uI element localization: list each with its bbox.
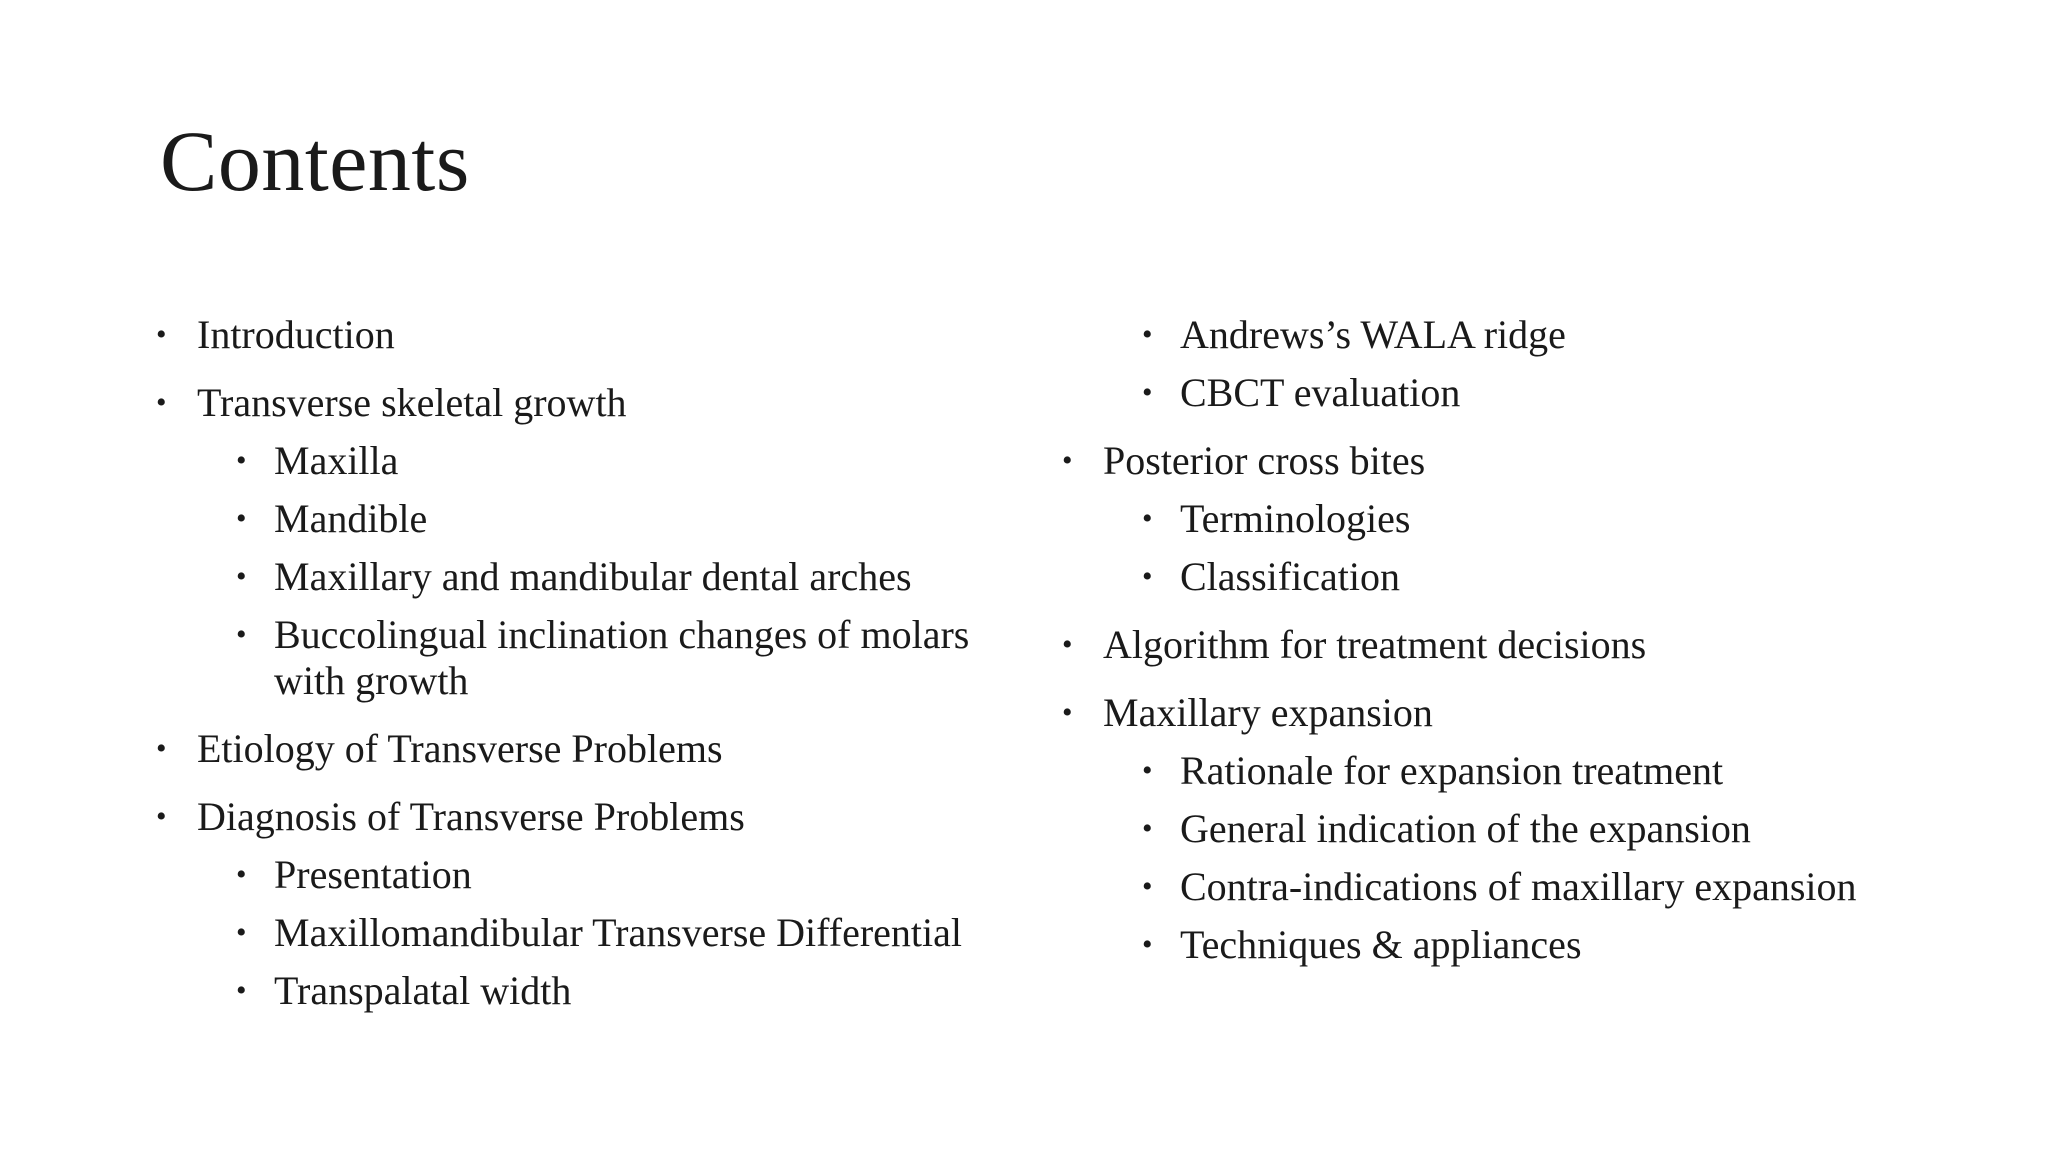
contents-list-left — [156, 312, 1056, 1014]
sub-item-dental-arches: • Maxillary and mandibular dental arches — [156, 554, 1056, 600]
sub-item-contra-indications: • Contra-indications of maxillary expansion — [1062, 864, 1860, 910]
sub-item-cbct-evaluation: • CBCT evaluation — [1062, 370, 1962, 416]
sub-item-maxillomandibular-differential: • Maxillomandibular Transverse Differential — [156, 910, 1034, 956]
list-item-introduction: • Introduction — [156, 312, 1056, 358]
sub-item-presentation: • Presentation — [156, 852, 1056, 898]
sub-item-buccolingual-inclination: • Buccolingual inclination changes of molars with growth — [156, 612, 1034, 704]
sub-item-rationale: • Rationale for expansion treatment — [1062, 748, 1962, 794]
contents-list-right — [1062, 312, 1962, 968]
list-item-transverse-skeletal-growth: • Transverse skeletal growth — [156, 380, 1056, 426]
sub-item-mandible: • Mandible — [156, 496, 1056, 542]
list-item-posterior-cross-bites: • Posterior cross bites — [1062, 438, 1962, 484]
list-item-maxillary-expansion: • Maxillary expansion — [1062, 690, 1962, 736]
sub-item-transpalatal-width: • Transpalatal width — [156, 968, 1056, 1014]
sub-item-wala-ridge: • Andrews’s WALA ridge — [1062, 312, 1962, 358]
sub-item-maxilla: • Maxilla — [156, 438, 1056, 484]
list-item-etiology: • Etiology of Transverse Problems — [156, 726, 1056, 772]
sub-item-general-indication: • General indication of the expansion — [1062, 806, 1962, 852]
sub-item-classification: • Classification — [1062, 554, 1962, 600]
list-item-diagnosis: • Diagnosis of Transverse Problems — [156, 794, 1056, 840]
sub-item-terminologies: • Terminologies — [1062, 496, 1962, 542]
list-item-algorithm: • Algorithm for treatment decisions — [1062, 622, 1962, 668]
sub-item-techniques-appliances: • Techniques & appliances — [1062, 922, 1962, 968]
slide-title: Contents — [160, 113, 470, 209]
